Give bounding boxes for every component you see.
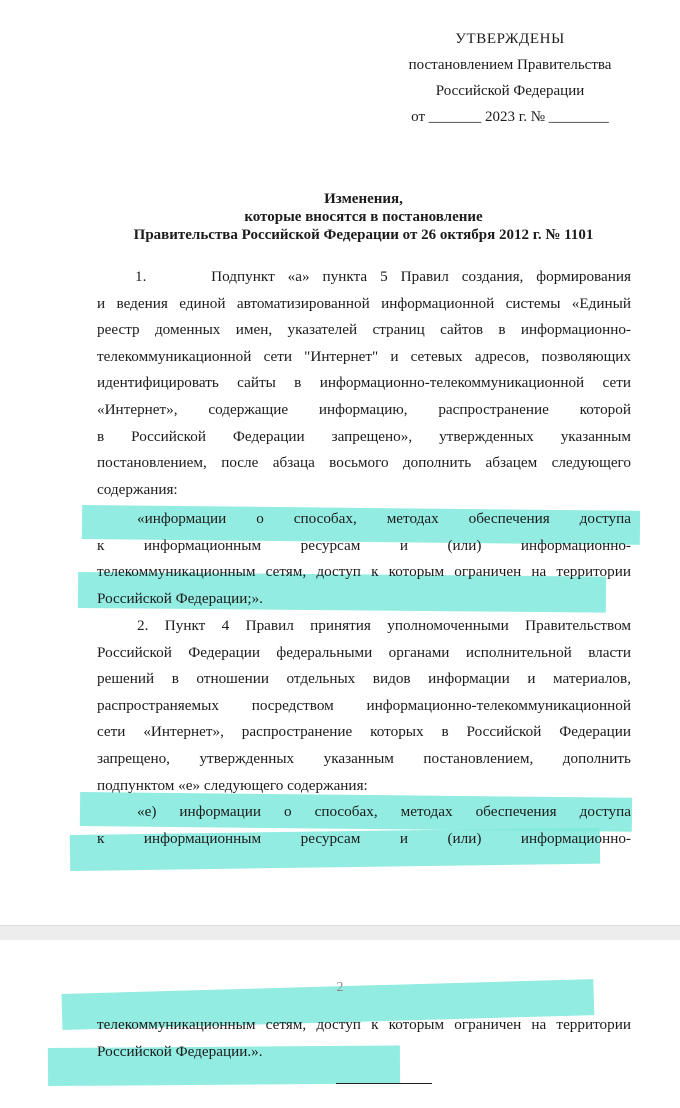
text-line: постановлением, после абзаца восьмого дополнить абзацем следующего: [97, 454, 631, 472]
page-separator: [0, 925, 680, 941]
text-line: 1. Подпункт «а» пункта 5 Правил создания, формирования: [135, 268, 631, 285]
approval-line: постановлением Правительства: [408, 57, 612, 73]
approval-block: [380, 26, 640, 130]
heading-line: Правительства Российской Федерации от 26 октября 2012 г. № 1101: [133, 227, 594, 243]
text-line: решений в отношении отдельных видов информации и материалов,: [97, 670, 631, 688]
text-line: реестр доменных имен, указателей страниц сайтов в информационно-: [97, 321, 631, 339]
item-1-paragraph: [97, 264, 631, 503]
text-line: распространяемых посредством информационно-телекоммуникационной: [97, 696, 631, 714]
approval-line: Российской Федерации: [435, 83, 585, 99]
text-line: Российской Федерации.».: [97, 1042, 263, 1060]
quote-1-paragraph: [97, 506, 631, 612]
text-line: к информационным ресурсам и (или) информационно-: [97, 829, 631, 847]
approval-title: УТВЕРЖДЕНЫ: [455, 31, 565, 47]
page-2-paragraph: [97, 1012, 631, 1065]
text-line: «е) информации о способах, методах обеспечения доступа: [137, 803, 631, 820]
text-line: в Российской Федерации запрещено», утвержденных указанным: [97, 427, 631, 445]
page-number: 2: [336, 980, 344, 995]
text-line: содержания:: [97, 480, 178, 498]
heading-line: Изменения,: [324, 191, 403, 207]
approval-date-line: от _______ 2023 г. № ________: [411, 109, 609, 125]
text-line: телекоммуникационной сети "Интернет" и сетевых адресов, позволяющих: [97, 347, 631, 365]
heading-line: которые вносятся в постановление: [244, 209, 483, 225]
quote-2-paragraph: [97, 799, 631, 852]
text-line: «информации о способах, методах обеспечения доступа: [137, 510, 631, 527]
text-line: Российской Федерации;».: [97, 589, 263, 607]
text-line: и ведения единой автоматизированной информационной системы «Единый: [97, 294, 631, 312]
text-line: «Интернет», содержащие информацию, распространение которой: [97, 400, 631, 418]
text-line: подпунктом «е» следующего содержания:: [97, 776, 368, 794]
document-heading: [96, 190, 631, 244]
text-line: запрещено, утвержденных указанным постановлением, дополнить: [97, 749, 631, 767]
text-line: 2. Пункт 4 Правил принятия уполномоченными Правительством: [137, 617, 631, 634]
text-line: идентифицировать сайты в информационно-телекоммуникационной сети: [97, 374, 631, 392]
text-line: сети «Интернет», распространение которых в Российской Федерации: [97, 723, 631, 741]
text-line: телекоммуникационным сетям, доступ к которым ограничен на территории: [97, 1016, 631, 1033]
text-line: к информационным ресурсам и (или) информационно-: [97, 536, 631, 554]
item-2-paragraph: [97, 613, 631, 799]
end-rule: [336, 1083, 432, 1084]
text-line: Российской Федерации федеральными органами исполнительной власти: [97, 643, 631, 661]
text-line: телекоммуникационным сетям, доступ к которым ограничен на территории: [97, 563, 631, 581]
